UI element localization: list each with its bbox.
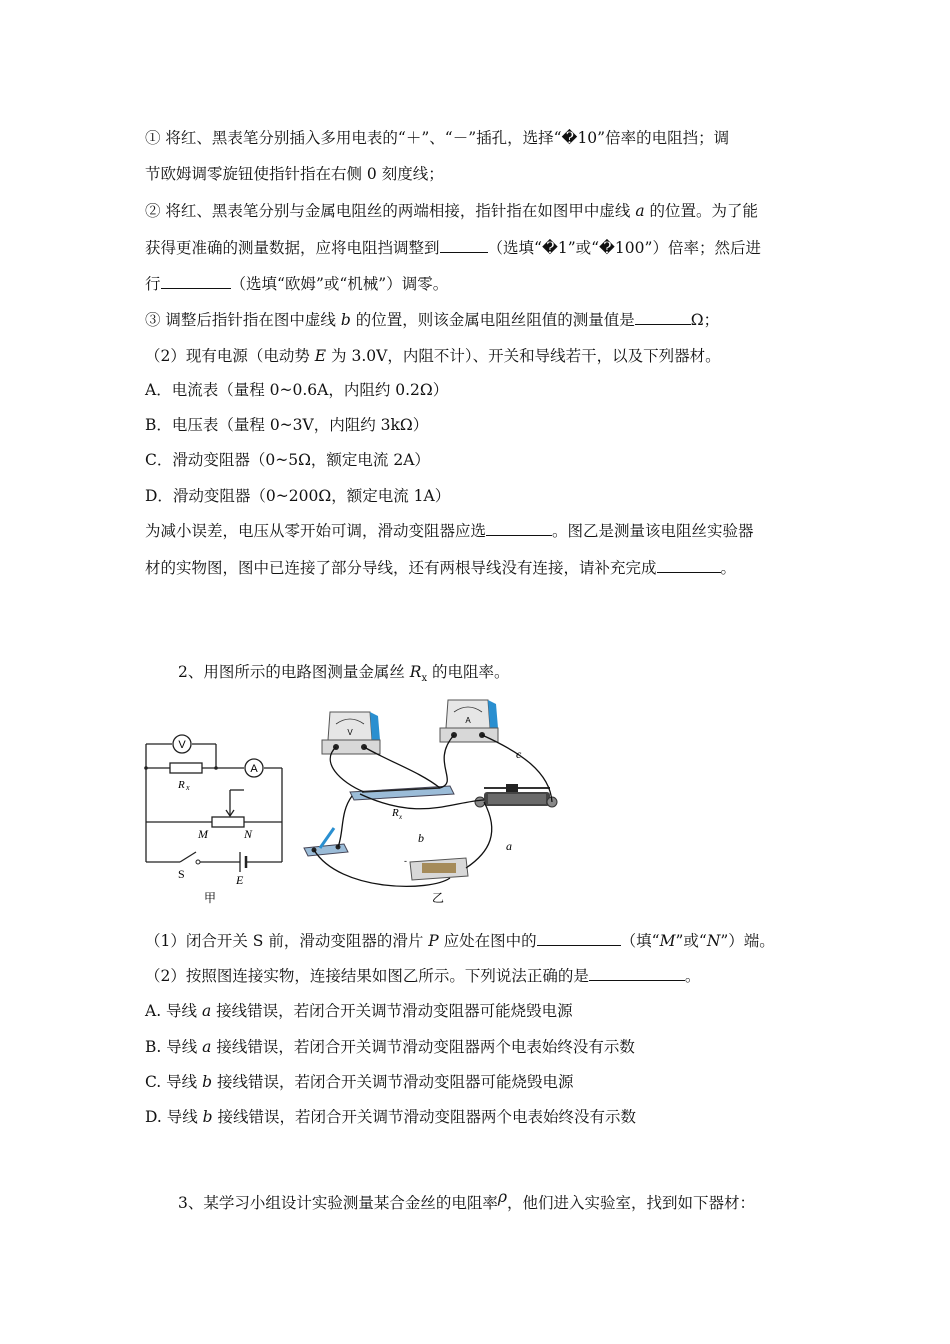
rx-device-label: R bbox=[392, 807, 399, 819]
answer-blank bbox=[486, 521, 552, 536]
q1-question-line2: 材的实物图，图中已连接了部分导线，还有两根导线没有连接，请补充完成 。 bbox=[145, 559, 737, 577]
q1-step1-line2: 节欧姆调零旋钮使指针指在右侧 0 刻度线； bbox=[145, 165, 444, 183]
answer-blank bbox=[537, 931, 621, 946]
answer-blank bbox=[440, 238, 488, 253]
q1-part2: （2）现有电源（电动势 E 为 3.0V，内阻不计）、开关和导线若干，以及下列器材。 bbox=[145, 347, 721, 365]
figure-jia-caption: 甲 bbox=[204, 891, 217, 905]
svg-text:x: x bbox=[399, 813, 403, 821]
svg-text:V: V bbox=[347, 728, 353, 737]
q1-option-c: C．滑动变阻器（0~5Ω，额定电流 2A） bbox=[145, 451, 430, 469]
ammeter-device bbox=[440, 700, 498, 742]
answer-blank bbox=[635, 310, 691, 325]
q2-title: 2、用图所示的电路图测量金属丝 $R_x$ 的电阻率。 bbox=[178, 663, 510, 685]
apparatus-diagram-yi bbox=[300, 692, 570, 908]
q2-part2: （2）按照图连接实物，连接结果如图乙所示。下列说法正确的是 。 bbox=[145, 967, 701, 985]
rx-subscript: x bbox=[186, 783, 190, 792]
q1-option-a: A．电流表（量程 0~0.6A，内阻约 0.2Ω） bbox=[145, 381, 449, 399]
voltmeter-label: V bbox=[178, 739, 186, 751]
q1-step1-line1: ① 将红、黑表笔分别插入多用电表的“＋”、“－”插孔，选择“�10”倍率的电阻挡；调 bbox=[145, 129, 730, 147]
wire-b-label: b bbox=[418, 831, 424, 845]
ammeter-label: A bbox=[250, 763, 258, 775]
answer-blank bbox=[657, 558, 721, 573]
q1-question-line1: 为减小误差，电压从零开始可调，滑动变阻器应选 。图乙是测量该电阻丝实验器 bbox=[145, 522, 754, 540]
q1-step2-line1: ② 将红、黑表笔分别与金属电阻丝的两端相接，指针指在如图甲中虚线 a 的位置。为了能 bbox=[145, 202, 759, 220]
battery-device bbox=[404, 856, 468, 880]
q3-title: 3、某学习小组设计实验测量某合金丝的电阻率ρ，他们进入实验室，找到如下器材： bbox=[178, 1188, 756, 1212]
n-label: N bbox=[244, 827, 253, 841]
svg-text:-: - bbox=[404, 856, 407, 866]
switch-label: S bbox=[178, 867, 185, 881]
q2-option-a: A. 导线 a 接线错误，若闭合开关调节滑动变阻器可能烧毁电源 bbox=[145, 1002, 573, 1020]
q1-step3: ③ 调整后指针指在图中虚线 b 的位置，则该金属电阻丝阻值的测量值是 Ω； bbox=[145, 311, 720, 329]
rx-label: R bbox=[178, 779, 185, 791]
q2-option-c: C. 导线 b 接线错误，若闭合开关调节滑动变阻器可能烧毁电源 bbox=[145, 1073, 574, 1091]
wire-c-label: c bbox=[516, 747, 522, 761]
rheostat-device bbox=[475, 784, 557, 807]
q2-option-d: D. 导线 b 接线错误，若闭合开关调节滑动变阻器两个电表始终没有示数 bbox=[145, 1108, 637, 1126]
answer-blank bbox=[161, 274, 231, 289]
m-label: M bbox=[198, 827, 208, 841]
figure-yi-caption: 乙 bbox=[432, 891, 445, 905]
q1-option-d: D．滑动变阻器（0~200Ω，额定电流 1A） bbox=[145, 487, 451, 505]
voltmeter-device bbox=[322, 712, 380, 754]
q2-part1: （1）闭合开关 S 前，滑动变阻器的滑片 P 应处在图中的 （填“M”或“N”）端。 bbox=[145, 932, 775, 950]
battery-label: E bbox=[236, 873, 244, 887]
answer-blank bbox=[589, 966, 685, 981]
q1-step2-line3: 行 （选填“欧姆”或“机械”）调零。 bbox=[145, 275, 449, 293]
q1-step2-line2: 获得更准确的测量数据，应将电阻挡调整到 （选填“�1”或“�100”）倍率；然后进 bbox=[145, 239, 761, 257]
svg-text:A: A bbox=[465, 716, 471, 725]
circuit-diagram-jia bbox=[140, 728, 300, 908]
q2-option-b: B. 导线 a 接线错误，若闭合开关调节滑动变阻器两个电表始终没有示数 bbox=[145, 1038, 635, 1056]
q1-option-b: B．电压表（量程 0~3V，内阻约 3kΩ） bbox=[145, 416, 429, 434]
wire-a-label: a bbox=[506, 839, 512, 853]
